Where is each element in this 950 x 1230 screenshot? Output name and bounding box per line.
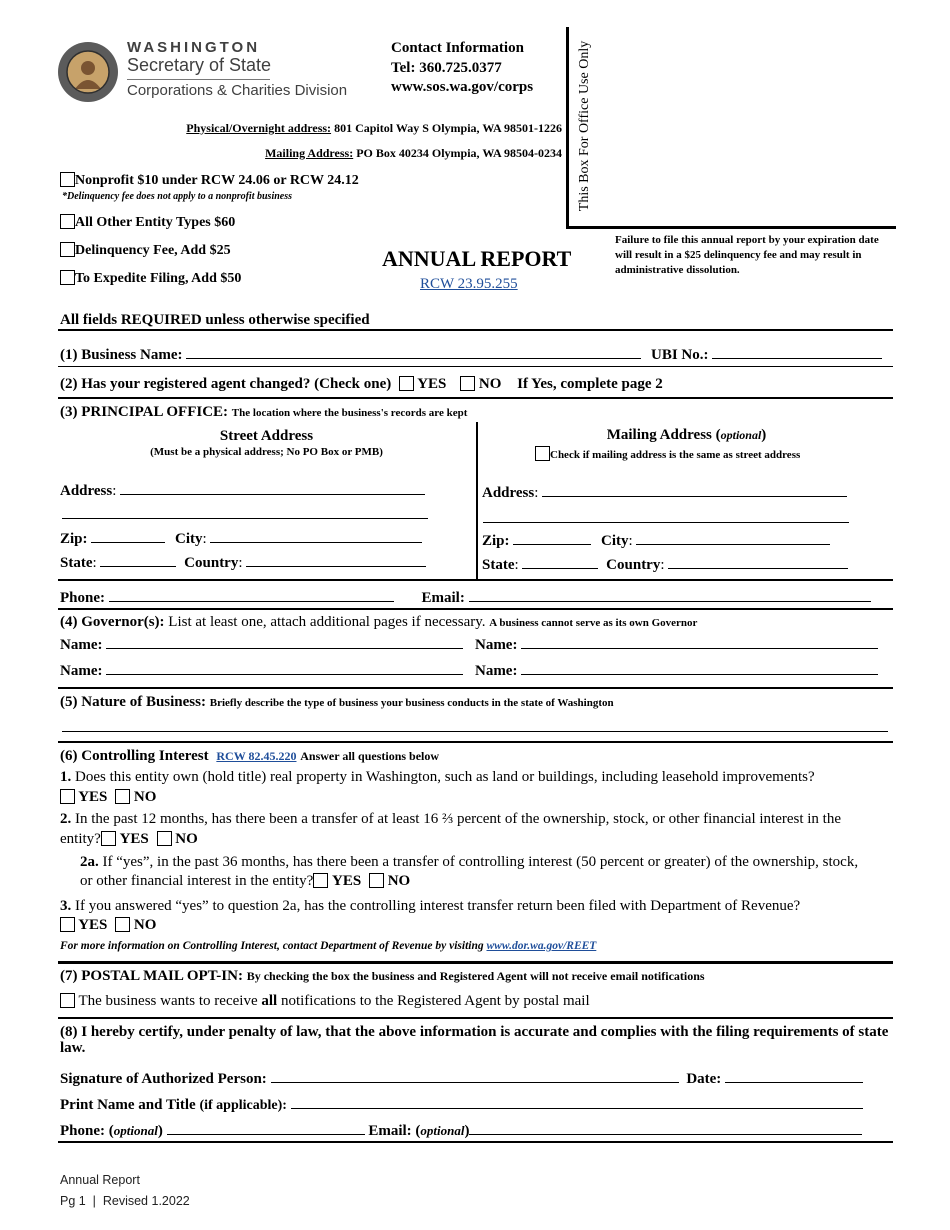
date-input[interactable] bbox=[725, 1068, 863, 1083]
contact-title: Contact Information bbox=[391, 40, 524, 56]
street-zip-city-row: Zip: City: bbox=[60, 528, 422, 548]
governor-2-input[interactable] bbox=[521, 634, 878, 649]
agent-yes-checkbox[interactable] bbox=[399, 376, 414, 391]
governor-row-1 bbox=[60, 634, 878, 654]
agent-no-label: NO bbox=[478, 376, 502, 392]
mailing-zip-label: Zip: bbox=[482, 533, 510, 549]
agent-yes-label: YES bbox=[417, 376, 447, 392]
mailing-label: Mailing Address: bbox=[265, 146, 354, 160]
governor-name-label: Name: bbox=[474, 637, 518, 653]
postal-optin-text-pre: The business wants to receive bbox=[78, 993, 262, 1009]
section-4-header bbox=[60, 614, 697, 631]
governor-row-2 bbox=[60, 660, 878, 680]
q1-question: Does this entity own (hold title) real property in Washington, such as land or buildings, including leasehold improvements? bbox=[75, 769, 815, 785]
mailing-state-country-row: State: Country: bbox=[482, 554, 848, 574]
mailing-state-input[interactable] bbox=[522, 554, 598, 569]
nature-title: (5) Nature of Business: bbox=[60, 694, 206, 710]
agent-no-checkbox[interactable] bbox=[460, 376, 475, 391]
q2-answers bbox=[60, 831, 198, 848]
fee-expedite bbox=[60, 270, 241, 287]
print-name-label: Print Name and Title bbox=[60, 1097, 196, 1113]
governors-title: (4) Governor(s): bbox=[60, 614, 165, 630]
mailing-address-input[interactable] bbox=[542, 482, 847, 497]
governors-text: List at least one, attach additional pages if necessary. bbox=[168, 614, 486, 630]
contact-web[interactable]: www.sos.wa.gov/corps bbox=[391, 79, 534, 95]
date-label: Date: bbox=[686, 1071, 722, 1087]
street-country-input[interactable] bbox=[246, 552, 426, 567]
page-title: ANNUAL REPORT bbox=[382, 246, 572, 271]
mailing-address-line2[interactable] bbox=[483, 522, 849, 523]
governor-name-label: Name: bbox=[60, 663, 103, 679]
office-use-box-label: This Box For Office Use Only bbox=[577, 40, 592, 212]
nature-input[interactable] bbox=[62, 731, 888, 732]
mailing-zip-input[interactable] bbox=[513, 530, 591, 545]
other-entity-label: All Other Entity Types $60 bbox=[75, 215, 236, 230]
required-note: All fields REQUIRED unless otherwise specified bbox=[60, 312, 370, 328]
mailing-optional: optional bbox=[720, 428, 762, 442]
nonprofit-label: Nonprofit $10 under RCW 24.06 or RCW 24.12 bbox=[75, 173, 359, 188]
governor-4-input[interactable] bbox=[521, 660, 878, 675]
certify-text: (8) I hereby certify, under penalty of law, that the above information is accurate and complies with the filing requirements of state law. bbox=[60, 1024, 889, 1056]
mailing-title-text: Mailing Address ( bbox=[606, 427, 721, 443]
signer-email-label: Email: ( bbox=[368, 1123, 421, 1139]
fee-delinquency bbox=[60, 242, 231, 259]
q1-answers bbox=[60, 789, 156, 806]
controlling-note: Answer all questions below bbox=[300, 749, 440, 763]
q2a-question-end: or other financial interest in the entity? bbox=[80, 873, 314, 889]
mailing-value: PO Box 40234 Olympia, WA 98504-0234 bbox=[356, 146, 562, 160]
q3-text bbox=[60, 898, 800, 915]
fee-nonprofit bbox=[60, 172, 359, 189]
ubi-input[interactable] bbox=[712, 344, 882, 359]
q2a-no-checkbox[interactable] bbox=[369, 873, 384, 888]
delinquency-label: Delinquency Fee, Add $25 bbox=[75, 243, 231, 258]
mailing-address-label: Address bbox=[482, 485, 535, 501]
q2-no-checkbox[interactable] bbox=[157, 831, 172, 846]
section-3-header bbox=[60, 404, 467, 421]
controlling-title: (6) Controlling Interest bbox=[60, 748, 209, 764]
q3-yes-checkbox[interactable] bbox=[60, 917, 75, 932]
email-input[interactable] bbox=[469, 587, 871, 602]
mailing-address-row: Address: bbox=[482, 482, 847, 502]
street-address-line2[interactable] bbox=[62, 518, 428, 519]
mailing-city-input[interactable] bbox=[636, 530, 830, 545]
q3-question: If you answered “yes” to question 2a, has the controlling interest transfer return been filed with Department of Revenue? bbox=[75, 898, 801, 914]
other-entity-checkbox[interactable] bbox=[60, 214, 75, 229]
nonprofit-checkbox[interactable] bbox=[60, 172, 75, 187]
footer-doc-name: Annual Report bbox=[60, 1173, 140, 1187]
q2-question-end: entity? bbox=[60, 831, 101, 847]
postal-optin-row bbox=[60, 993, 590, 1010]
street-address-title: Street Address bbox=[219, 428, 314, 444]
street-address-note: (Must be a physical address; No PO Box or PMB) bbox=[150, 446, 383, 458]
dor-reet-link[interactable]: www.dor.wa.gov/REET bbox=[486, 940, 597, 952]
q1-no-checkbox[interactable] bbox=[115, 789, 130, 804]
signature-label: Signature of Authorized Person: bbox=[60, 1071, 267, 1087]
q3-answers bbox=[60, 917, 156, 934]
q2a-number: 2a. bbox=[80, 854, 99, 870]
title-rcw-link[interactable]: RCW 23.95.255 bbox=[420, 276, 518, 292]
signer-phone-optional: optional bbox=[113, 1123, 158, 1138]
governors-note: A business cannot serve as its own Governor bbox=[489, 617, 698, 629]
street-country-label: Country bbox=[184, 555, 239, 571]
email-label: Email: bbox=[421, 590, 465, 606]
q2a-yes-checkbox[interactable] bbox=[313, 873, 328, 888]
more-info-text: For more information on Controlling Interest, contact Department of Revenue by visiting bbox=[60, 940, 484, 952]
same-address-label: Check if mailing address is the same as street address bbox=[550, 449, 801, 461]
mailing-state-label: State bbox=[482, 557, 515, 573]
governor-3-input[interactable] bbox=[106, 660, 463, 675]
fee-other bbox=[60, 214, 235, 231]
postal-optin-title: (7) POSTAL MAIL OPT-IN: bbox=[60, 968, 243, 984]
signer-phone-label: Phone: ( bbox=[60, 1123, 114, 1139]
print-name-row bbox=[60, 1094, 863, 1114]
q2a-no-label: NO bbox=[387, 873, 411, 889]
street-city-label: City bbox=[175, 531, 203, 547]
mailing-address-title bbox=[480, 427, 893, 444]
state-seal bbox=[57, 41, 119, 103]
q1-no-label: NO bbox=[133, 789, 157, 805]
street-address-row: Address: bbox=[60, 480, 425, 500]
org-line2: Secretary of State bbox=[127, 55, 272, 75]
q2a-yes-label: YES bbox=[332, 873, 362, 889]
section-1 bbox=[60, 344, 882, 364]
section-5-header bbox=[60, 694, 614, 711]
principal-office-subtitle: The location where the business's records are kept bbox=[231, 407, 468, 419]
q3-yes-label: YES bbox=[78, 917, 108, 933]
postal-optin-note: By checking the box the business and Registered Agent will not receive email notifications bbox=[246, 969, 705, 983]
q2-yes-label: YES bbox=[119, 831, 149, 847]
q3-number: 3. bbox=[60, 898, 72, 914]
ubi-label: UBI No.: bbox=[651, 347, 709, 363]
mailing-close-paren: ) bbox=[761, 427, 767, 443]
footer-page-revision: Pg 1 | Revised 1.2022 bbox=[60, 1194, 190, 1208]
signer-phone-close: ) bbox=[157, 1123, 163, 1139]
q3-no-label: NO bbox=[133, 917, 157, 933]
mailing-city-label: City bbox=[601, 533, 629, 549]
expedite-label: To Expedite Filing, Add $50 bbox=[75, 271, 242, 286]
q3-no-checkbox[interactable] bbox=[115, 917, 130, 932]
street-state-label: State bbox=[60, 555, 93, 571]
q2a-text bbox=[80, 854, 858, 871]
q2-text bbox=[60, 811, 841, 828]
principal-office-title: (3) PRINCIPAL OFFICE: bbox=[60, 404, 229, 420]
business-name-label: (1) Business Name: bbox=[60, 347, 183, 363]
business-name-input[interactable] bbox=[186, 344, 641, 359]
street-city-input[interactable] bbox=[210, 528, 422, 543]
phone-label: Phone: bbox=[60, 590, 105, 606]
postal-optin-checkbox[interactable] bbox=[60, 993, 75, 1008]
postal-optin-text-post: notifications to the Registered Agent by postal mail bbox=[277, 993, 590, 1009]
section-7-header bbox=[60, 968, 705, 985]
street-state-input[interactable] bbox=[100, 552, 176, 567]
org-line3: Corporations & Charities Division bbox=[127, 82, 348, 99]
controlling-more-info bbox=[60, 940, 596, 952]
street-address-input[interactable] bbox=[120, 480, 425, 495]
q2-number: 2. bbox=[60, 811, 72, 827]
mailing-country-label: Country bbox=[606, 557, 661, 573]
physical-label: Physical/Overnight address: bbox=[186, 121, 332, 135]
phone-input[interactable] bbox=[109, 587, 394, 602]
street-state-country-row: State: Country: bbox=[60, 552, 426, 572]
physical-value: 801 Capitol Way S Olympia, WA 98501-1226 bbox=[334, 121, 562, 135]
mailing-country-input[interactable] bbox=[668, 554, 848, 569]
agent-note: If Yes, complete page 2 bbox=[517, 376, 663, 392]
q1-number: 1. bbox=[60, 769, 72, 785]
street-zip-input[interactable] bbox=[91, 528, 165, 543]
signature-input[interactable] bbox=[271, 1068, 679, 1083]
q2-question: In the past 12 months, has there been a transfer of at least 16 ⅔ percent of the ownership, stock, or other financial interest in the bbox=[75, 811, 842, 827]
postal-optin-text-bold: all bbox=[261, 993, 278, 1009]
nonprofit-note: *Delinquency fee does not apply to a nonprofit business bbox=[62, 191, 293, 202]
q1-yes-label: YES bbox=[78, 789, 108, 805]
print-name-note: (if applicable): bbox=[199, 1098, 287, 1113]
nature-note: Briefly describe the type of business your business conducts in the state of Washington bbox=[209, 697, 614, 709]
signer-phone-input[interactable] bbox=[167, 1120, 365, 1135]
mailing-zip-city-row: Zip: City: bbox=[482, 530, 830, 550]
signer-email-optional: optional bbox=[420, 1123, 465, 1138]
phone-email-opt-row bbox=[60, 1120, 862, 1140]
expedite-checkbox[interactable] bbox=[60, 270, 75, 285]
signer-email-input[interactable] bbox=[469, 1120, 862, 1135]
controlling-rcw-link[interactable]: RCW 82.45.220 bbox=[216, 749, 297, 763]
section-6-header bbox=[60, 748, 439, 765]
same-address-checkbox[interactable] bbox=[535, 446, 550, 461]
governor-1-input[interactable] bbox=[106, 634, 463, 649]
same-address-row bbox=[535, 446, 800, 461]
governor-name-label: Name: bbox=[474, 663, 518, 679]
signature-row bbox=[60, 1068, 863, 1088]
street-address-label: Address bbox=[60, 483, 113, 499]
warning-text: Failure to file this annual report by your expiration date will result in a $25 delinquency fee and may result in administrative dissolution. bbox=[615, 234, 879, 276]
contact-info bbox=[391, 39, 533, 98]
q1-text bbox=[60, 769, 815, 786]
org-line1: WASHINGTON bbox=[127, 39, 261, 56]
q2-yes-checkbox[interactable] bbox=[101, 831, 116, 846]
q2a-answers bbox=[80, 873, 410, 890]
q2a-question: If “yes”, in the past 36 months, has there been a transfer of controlling interest (50 percent or greater) of the ownership, stock, bbox=[102, 854, 859, 870]
signer-email-close: ) bbox=[464, 1123, 470, 1139]
delinquency-checkbox[interactable] bbox=[60, 242, 75, 257]
street-zip-label: Zip: bbox=[60, 531, 88, 547]
contact-tel: Tel: 360.725.0377 bbox=[391, 59, 502, 76]
governor-name-label: Name: bbox=[60, 637, 103, 653]
physical-address bbox=[186, 121, 562, 136]
phone-email-row bbox=[60, 587, 871, 607]
q2-no-label: NO bbox=[175, 831, 198, 847]
section-2 bbox=[60, 376, 663, 393]
mailing-address bbox=[265, 146, 562, 161]
print-name-input[interactable] bbox=[291, 1094, 863, 1109]
agent-changed-question: (2) Has your registered agent changed? (Check one) bbox=[60, 376, 392, 392]
q1-yes-checkbox[interactable] bbox=[60, 789, 75, 804]
